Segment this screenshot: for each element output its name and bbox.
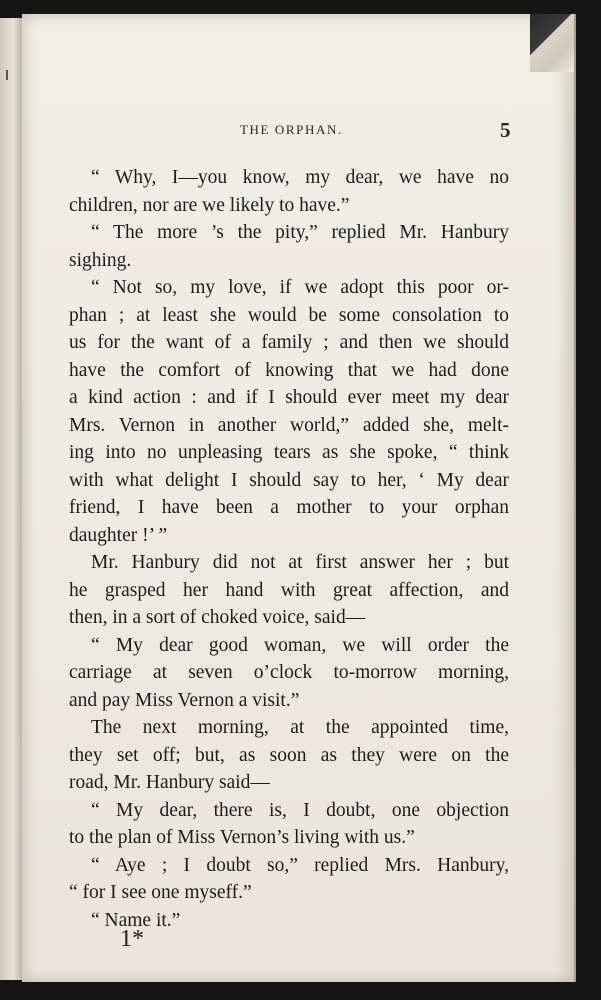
text-line: “ My dear, there is, I doubt, one objection [91, 799, 509, 821]
margin-mark [6, 70, 8, 80]
text-line: he grasped her hand with great affection, and [69, 579, 509, 601]
text-line: children, nor are we likely to have.” [69, 194, 350, 216]
text-line: us for the want of a family ; and then we should [69, 332, 509, 353]
text-line: then, in a sort of choked voice, said— [69, 607, 366, 628]
folded-corner [530, 14, 574, 72]
text-line: Mr. Hanbury did not at first answer her ; but [91, 552, 509, 573]
text-line: The next morning, at the appointed time, [91, 717, 509, 738]
text-line: with what delight I should say to her, ‘ My dear [69, 469, 509, 491]
running-head-title: THE ORPHAN. [240, 122, 343, 137]
text-line: friend, I have been a mother to your orphan [69, 497, 509, 518]
body-text [69, 164, 509, 934]
text-line: “ The more ’s the pity,” replied Mr. Hanbury [91, 222, 509, 243]
text-line: carriage at seven o’clock to-morrow morning, [69, 662, 509, 683]
text-line: daughter !’ ” [69, 524, 168, 546]
text-line: “ My dear good woman, we will order the [91, 634, 509, 656]
text-line: to the plan of Miss Vernon’s living with us.” [69, 827, 415, 848]
text-line: ing into no unpleasing tears as she spoke, “ think [69, 442, 509, 463]
text-line: “ Not so, my love, if we adopt this poor or- [91, 277, 509, 298]
text-line: “ Why, I—you know, my dear, we have no [91, 167, 509, 188]
text-line: sighing. [69, 249, 132, 271]
text-line: “ Aye ; I doubt so,” replied Mrs. Hanbury, [91, 854, 509, 876]
book-page [22, 14, 576, 982]
page-number: 5 [500, 118, 511, 142]
text-line: “ Name it.” [91, 909, 181, 931]
text-line: and pay Miss Vernon a visit.” [69, 689, 300, 711]
running-head [22, 118, 574, 142]
text-line: a kind action : and if I should ever meet my dear [69, 387, 509, 408]
signature-mark: 1* [120, 926, 144, 952]
text-line: Mrs. Vernon in another world,” added she, melt- [69, 414, 509, 436]
text-line: they set off; but, as soon as they were on the [69, 744, 509, 766]
text-line: road, Mr. Hanbury said— [69, 772, 270, 793]
text-line: “ for I see one myseff.” [69, 882, 252, 903]
text-line: have the comfort of knowing that we had done [69, 359, 509, 381]
left-page-edge [0, 18, 23, 980]
text-line: phan ; at least she would be some consolation to [69, 304, 509, 326]
